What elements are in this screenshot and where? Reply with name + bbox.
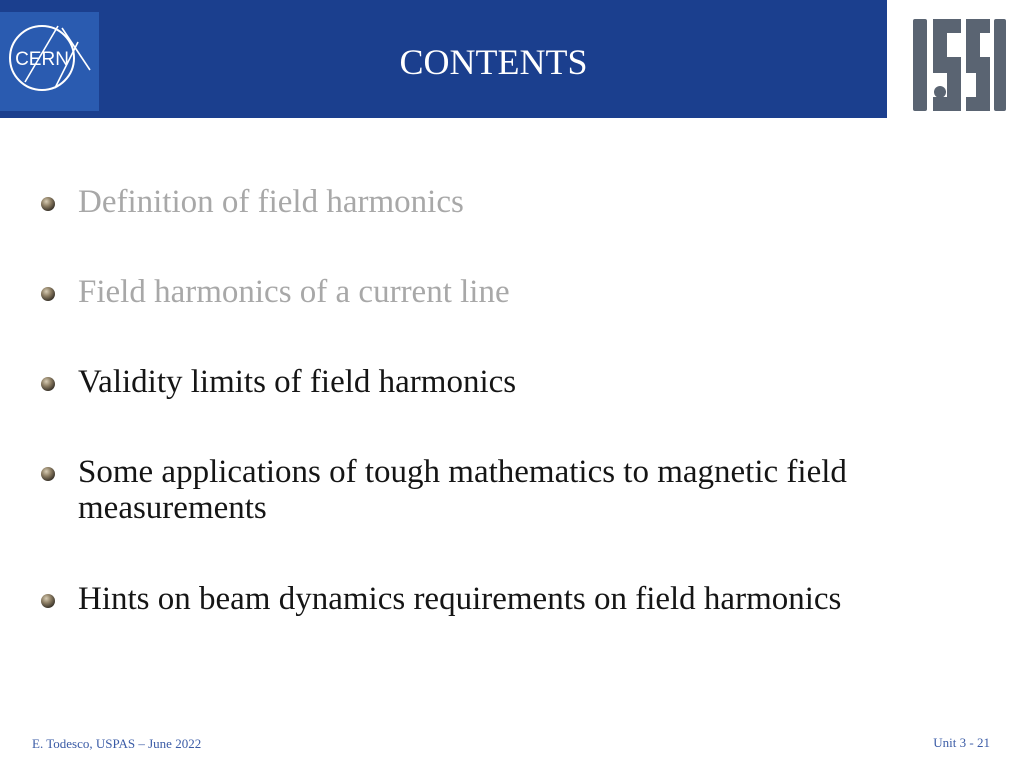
- bullet-dot-icon: [41, 594, 55, 608]
- cern-logo-text: CERN: [15, 49, 69, 70]
- bullet-dot-icon: [41, 287, 55, 301]
- footer-author-date: E. Todesco, USPAS – June 2022: [32, 736, 202, 751]
- bullet-dot-icon: [41, 197, 55, 211]
- bullet-text-3: Validity limits of field harmonics: [78, 364, 517, 400]
- bullet-text-1: Definition of field harmonics: [78, 184, 464, 220]
- bullet-text-2: Field harmonics of a current line: [78, 274, 510, 310]
- page-title: CONTENTS: [399, 42, 588, 82]
- bullet-text-5: Hints on beam dynamics requirements on field harmonics: [78, 581, 842, 617]
- bullet-dot-icon: [41, 467, 55, 481]
- bullet-dot-icon: [41, 377, 55, 391]
- bullet-text-4: Some applications of tough mathematics to magnetic field measurements: [78, 454, 847, 526]
- footer-page-number: Unit 3 - 21: [933, 735, 990, 750]
